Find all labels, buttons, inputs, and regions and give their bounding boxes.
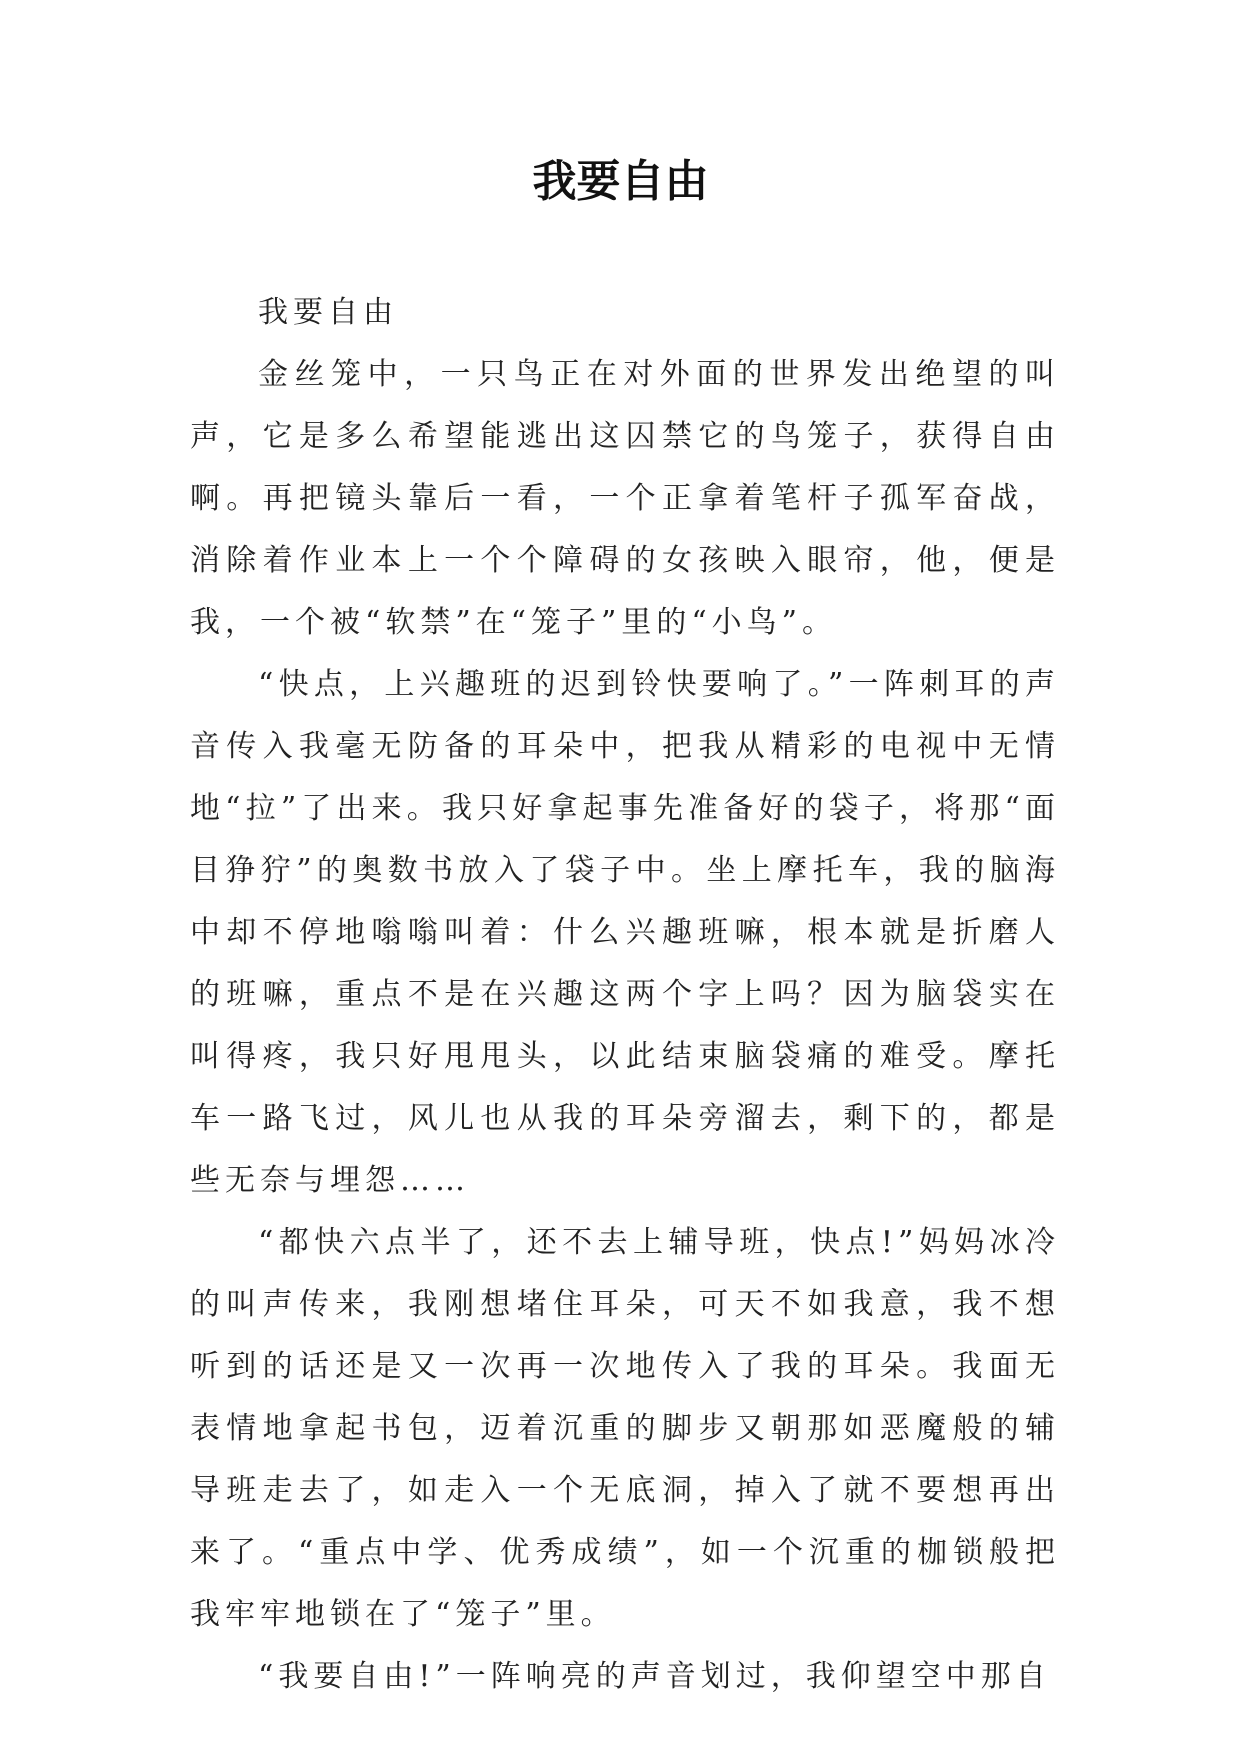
paragraph-1: 金丝笼中，一只鸟正在对外面的世界发出绝望的叫声，它是多么希望能逃出这囚禁它的鸟笼子，获得自由啊。再把镜头靠后一看，一个正拿着笔杆子孤军奋战，消除着作业本上一个个障碍的女孩映入眼帘，他，便是我，一个被“软禁”在“笼子”里的“小鸟”。 [190, 357, 1060, 640]
paragraph-3: “都快六点半了，还不去上辅导班，快点!”妈妈冰冷的叫声传来，我刚想堵住耳朵，可天不如我意，我不想听到的话还是又一次再一次地传入了我的耳朵。我面无表情地拿起书包，迈着沉重的脚步又朝那如恶魔般的辅导班走去了，如走入一个无底洞，掉入了就不要想再出来了。“重点中学、优秀成绩”，如一个沉重的枷锁般把我牢牢地锁在了“笼子”里。 [190, 1225, 1060, 1632]
paragraph-2: “快点，上兴趣班的迟到铃快要响了。”一阵刺耳的声音传入我毫无防备的耳朵中，把我从精彩的电视中无情地“拉”了出来。我只好拿起事先准备好的袋子，将那“面目狰狞”的奥数书放入了袋子中。坐上摩托车，我的脑海中却不停地嗡嗡叫着：什么兴趣班嘛，根本就是折磨人的班嘛，重点不是在兴趣这两个字上吗？因为脑袋实在叫得疼，我只好甩甩头，以此结束脑袋痛的难受。摩托车一路飞过，风儿也从我的耳朵旁溜去，剩下的，都是些无奈与埋怨…… [190, 667, 1060, 1198]
essay-body [190, 282, 1060, 1708]
page-title: 我要自由 [532, 156, 709, 207]
paragraph-subtitle: 我要自由 [258, 295, 398, 330]
paragraph-4: “我要自由!”一阵响亮的声音划过，我仰望空中那自 [258, 1659, 1051, 1694]
